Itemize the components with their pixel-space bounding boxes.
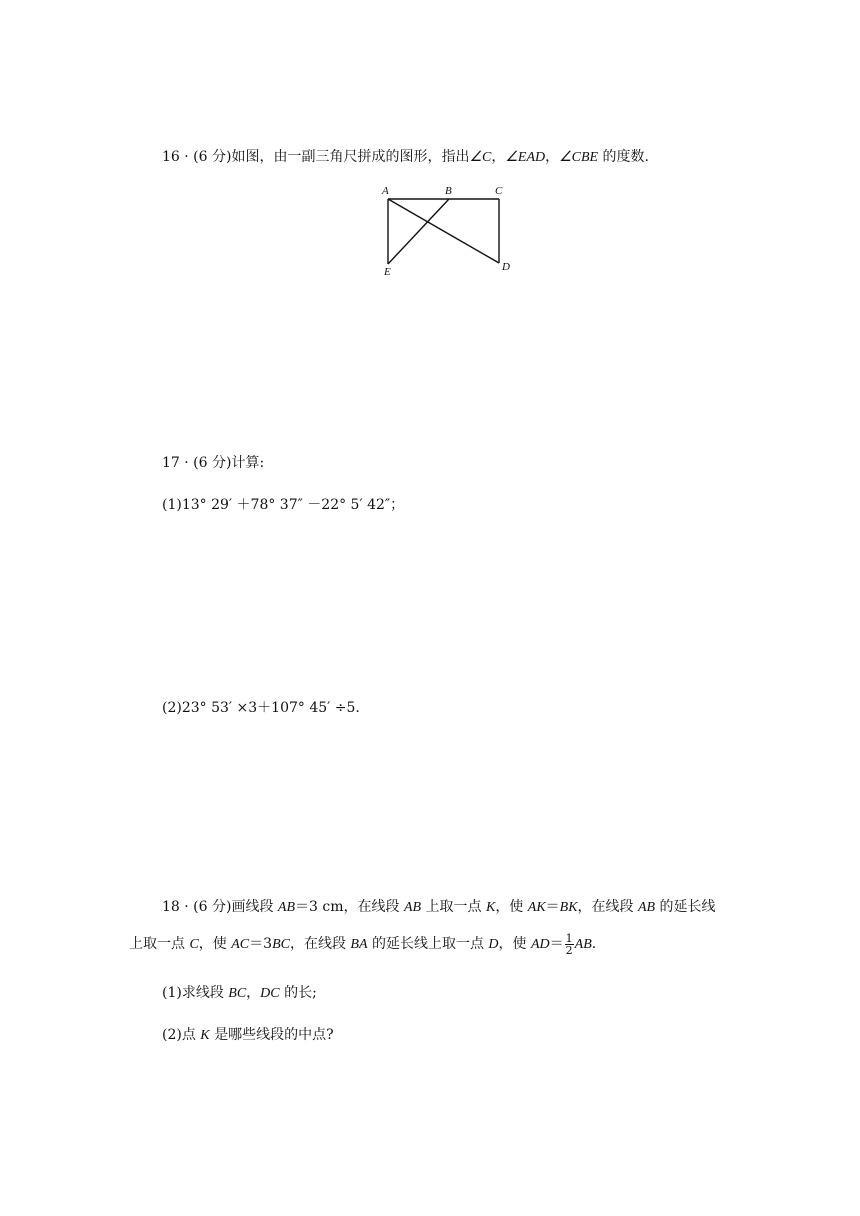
segment-ad [388,199,499,263]
label-a: A [382,185,389,197]
q16-sep2: ， [545,149,560,165]
label-e: E [384,266,391,278]
q18-line1 [162,897,716,918]
q18-p1-c: 的长; [279,985,317,1001]
fraction-denominator: 2 [565,943,573,957]
triangle-rulers-figure [378,182,518,282]
q18-l2-b: ，使 [198,936,232,952]
q18-l2-f: 的延长线上取一点 [367,936,489,952]
q18-part2 [162,1025,334,1046]
q18-l1-d: ，使 [495,899,528,915]
q18-p1-bc: BC [228,986,247,1001]
q18-l2-h: ＝ [549,936,564,952]
q18-l1-ak: AK [527,900,546,915]
q18-p2-k: K [200,1028,210,1043]
q18-line2 [129,931,596,958]
fraction-numerator: 1 [565,931,573,945]
q17-part1: (1)13° 29′ ＋78° 37″ －22° 5′ 42″； [162,497,405,513]
q18-l1-c: 上取一点 [421,899,486,915]
q18-l2-dd: D [488,937,499,952]
q18-l1-k: K [485,900,496,915]
q17-title: 17 · (6 分)计算: [162,455,265,471]
q18-l2-d: ＝3 [249,936,273,952]
q17-part2: (2)23° 53′ ×3＋107° 45′ ÷5. [162,700,360,716]
q18-l1-ab1: AB [277,900,296,915]
q18-l2-e: ，在线段 [289,936,351,952]
q16-sep1: ， [491,149,506,165]
q18-l2-a: 上取一点 [129,936,190,952]
label-c: C [495,185,503,197]
q18-l2-ab: AB [574,937,592,952]
label-b: B [445,185,452,197]
q18-l1-bk: BK [559,900,578,915]
q18-l2-ad: AD [531,937,550,952]
q18-l1-ab2: AB [403,900,422,915]
q18-part1 [162,983,317,1004]
q18-l1-a: 18 · (6 分)画线段 [162,899,278,915]
q18-l2-ba: BA [350,937,368,952]
q18-p1-b: ， [246,985,261,1001]
fraction-one-half [565,933,574,956]
q16-prefix: 16 · (6 分)如图，由一副三角尺拼成的图形，指出 [162,149,470,165]
q18-p1-dc: DC [260,986,280,1001]
q18-l2-end: . [591,936,597,952]
q18-p2-a: (2)点 [162,1027,201,1043]
q18-p1-a: (1)求线段 [162,985,229,1001]
q18-l1-b: ＝3 cm，在线段 [295,899,404,915]
q16-angle-c: ∠C [469,150,492,165]
q18-l2-ac: AC [231,937,250,952]
q18-l1-ab3: AB [638,900,656,915]
q18-p2-b: 是哪些线段的中点? [209,1027,334,1043]
q18-l1-f: ，在线段 [577,899,638,915]
q18-l1-g: 的延长线 [655,899,716,915]
q16-text [162,147,649,168]
q16-angle-cbe: ∠CBE [559,150,599,165]
label-d: D [502,261,510,273]
q18-l2-bc: BC [272,937,290,952]
q16-angle-ead: ∠EAD [505,150,546,165]
q18-l2-g: ，使 [498,936,531,952]
segment-be [388,199,449,264]
q18-l2-c: C [189,937,199,952]
q16-suffix: 的度数. [598,149,650,165]
q18-l1-e: ＝ [545,899,560,915]
